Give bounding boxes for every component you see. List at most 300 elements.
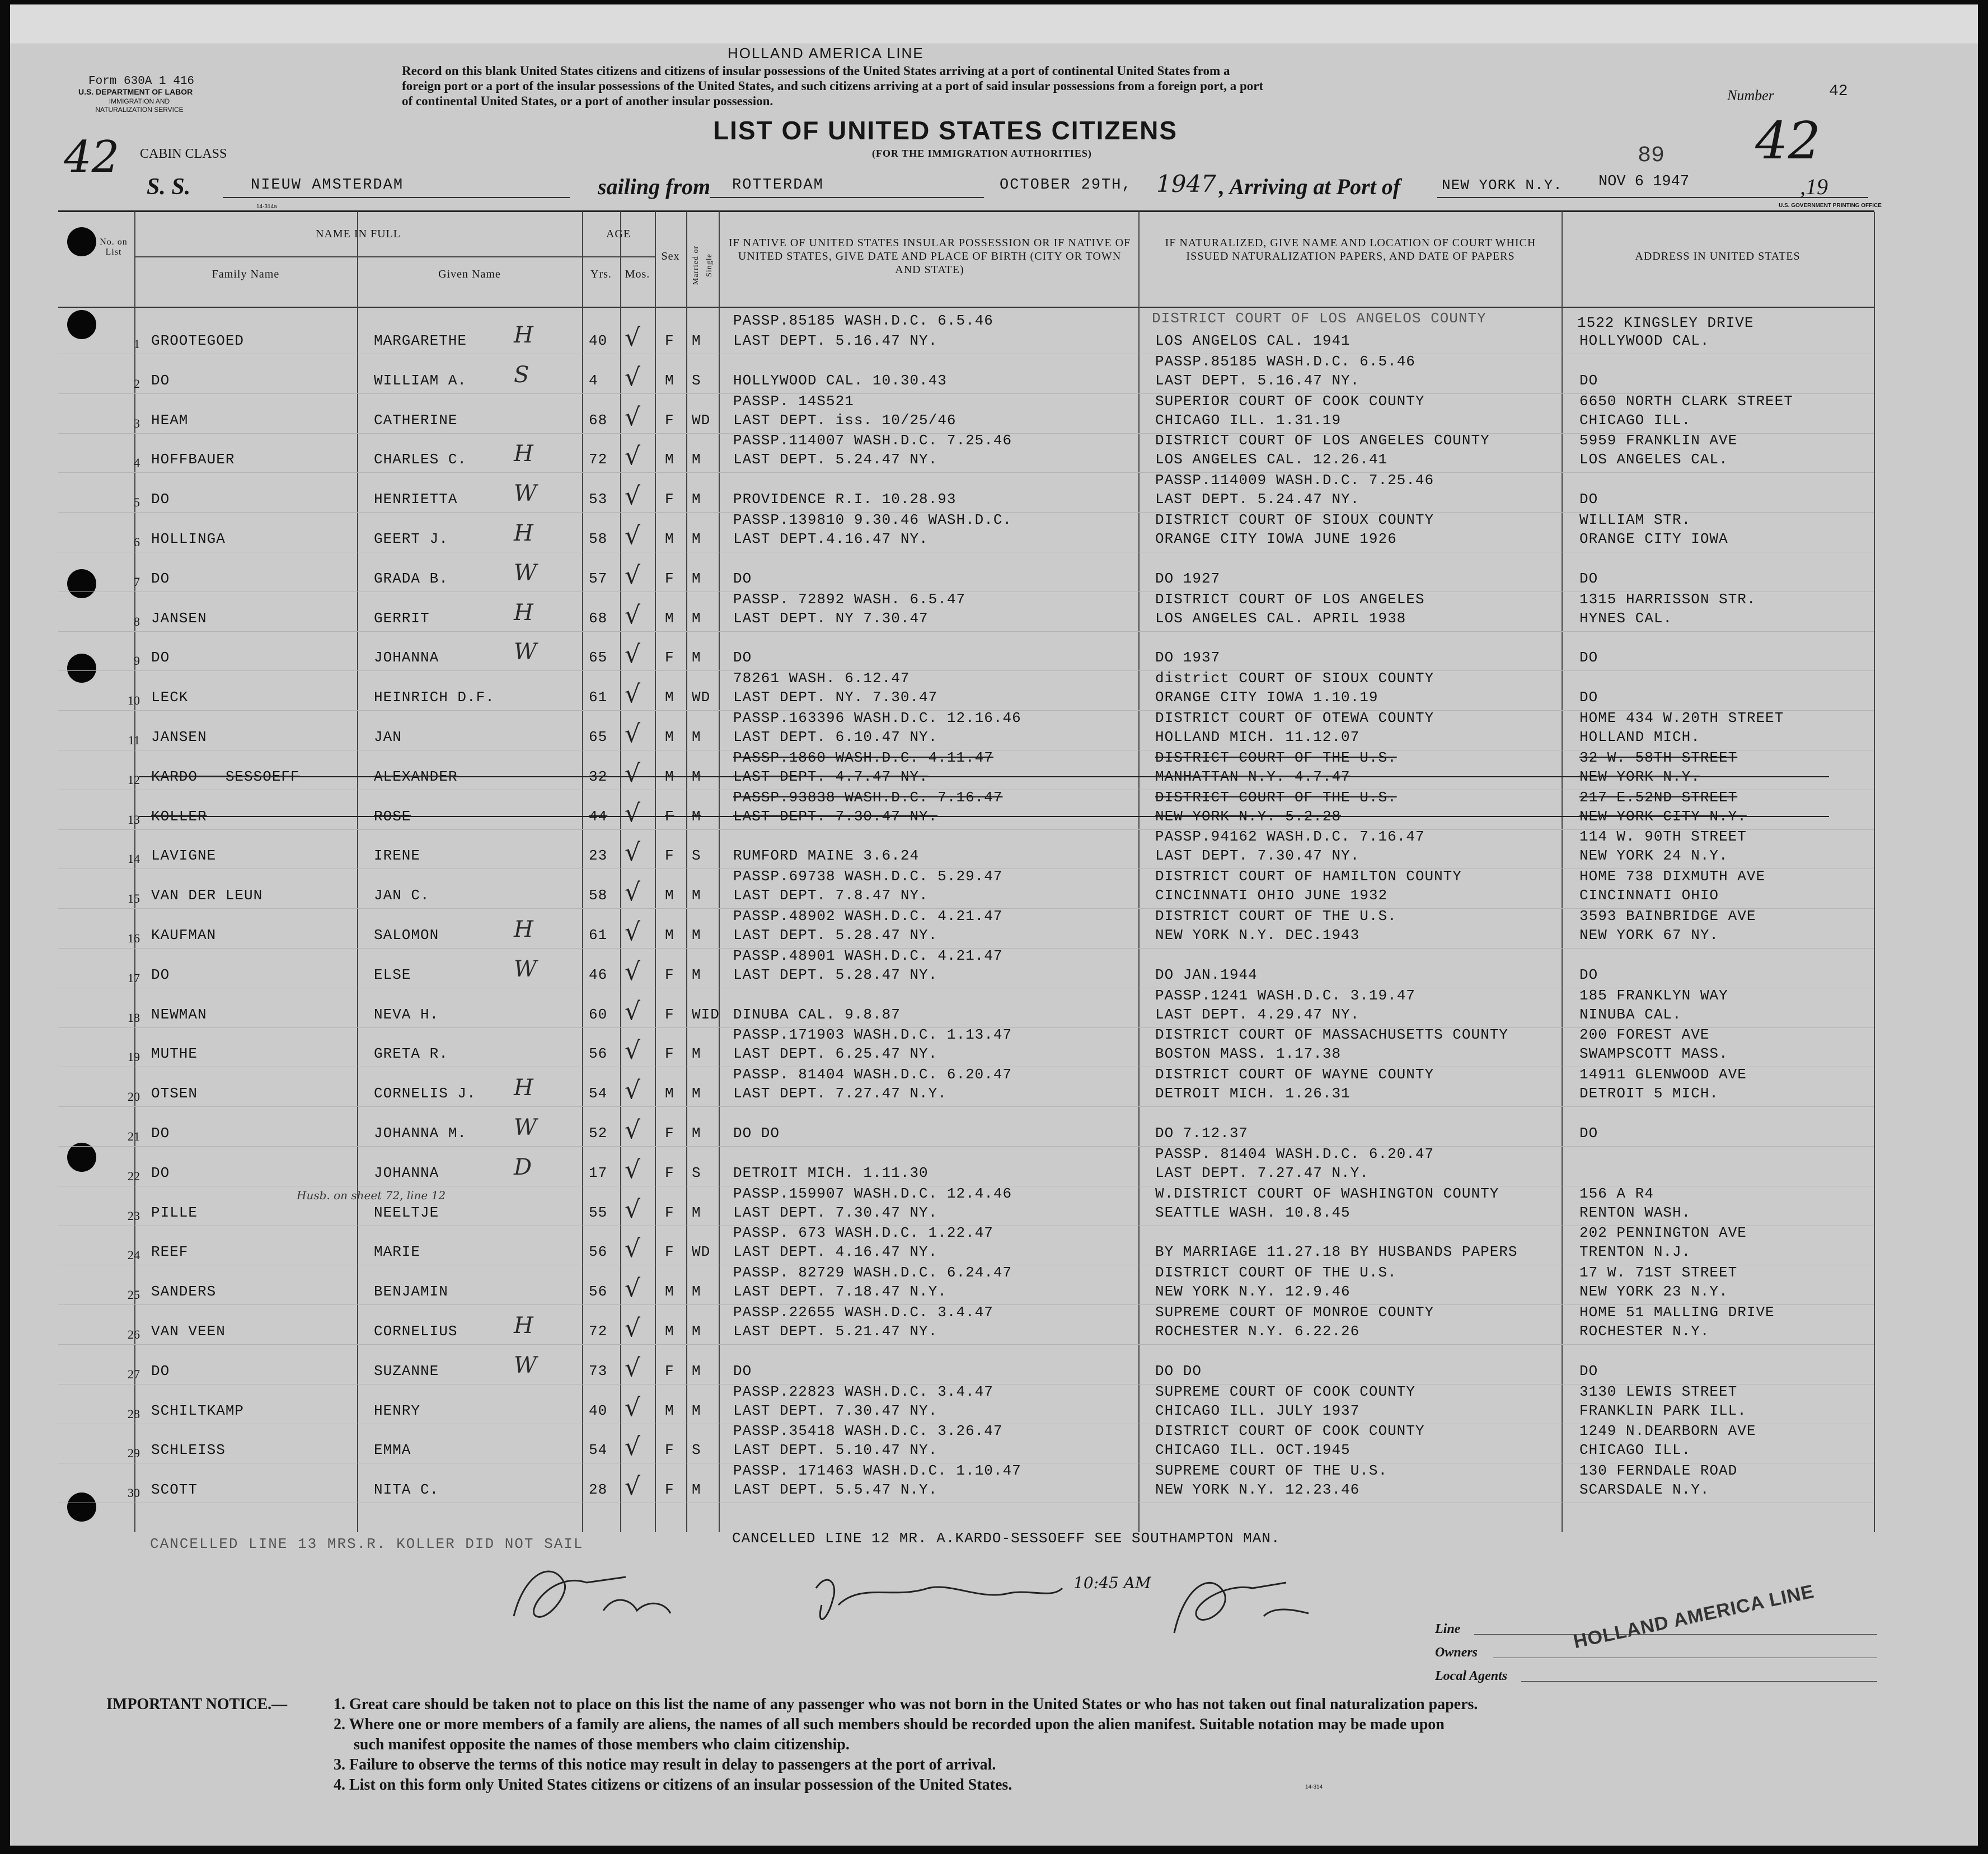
marital-status: M <box>692 1363 701 1379</box>
family-name: DO <box>151 1165 170 1181</box>
address-top: 130 FERNDALE ROAD <box>1579 1462 1738 1479</box>
age-years: 40 <box>589 1402 608 1419</box>
address: NINUBA CAL. <box>1579 1006 1682 1023</box>
check-mark-icon: √ <box>625 720 641 748</box>
age-years: 28 <box>589 1481 608 1498</box>
handwritten-number-right: 42 <box>1755 111 1821 171</box>
address: DO <box>1579 1125 1598 1142</box>
address-top: WILLIAM STR. <box>1579 511 1691 528</box>
family-name: PILLE <box>151 1204 198 1221</box>
address: HYNES CAL. <box>1579 610 1673 627</box>
native-top: PASSP.1860 WASH.D.C. 4.11.47 <box>733 749 993 766</box>
given-name: HENRIETTA <box>374 491 458 508</box>
given-name: HENRY <box>374 1402 421 1419</box>
manifest-sheet <box>10 4 1978 1846</box>
sex: F <box>665 412 674 429</box>
row-number: 14 <box>128 852 140 866</box>
native-top: PASSP.93838 WASH.D.C. 7.16.47 <box>733 789 1003 806</box>
marital-status: M <box>692 966 701 983</box>
row-number: 2 <box>134 377 140 391</box>
naturalized-info: DO DO <box>1155 1363 1202 1379</box>
col-yrs: Yrs. <box>590 268 612 280</box>
age-years: 40 <box>589 332 608 349</box>
family-name: LAVIGNE <box>151 847 217 864</box>
row-number: 11 <box>128 733 140 747</box>
handwritten-mark: W <box>514 481 537 506</box>
given-name: SALOMON <box>374 927 439 944</box>
cancel-note-left: CANCELLED LINE 13 MRS.R. KOLLER DID NOT SAIL <box>150 1536 584 1552</box>
marital-status: M <box>692 1125 701 1142</box>
naturalized-top: DISTRICT COURT OF THE U.S. <box>1155 789 1397 806</box>
check-mark-icon: √ <box>625 918 641 946</box>
native-info: HOLLYWOOD CAL. 10.30.43 <box>733 372 947 389</box>
family-name: MUTHE <box>151 1045 198 1062</box>
family-name: HEAM <box>151 412 189 429</box>
col-age: AGE <box>606 228 631 240</box>
check-mark-icon: √ <box>625 1235 641 1263</box>
age-years: 54 <box>589 1085 608 1102</box>
col-married-single: Married or Single <box>692 245 714 285</box>
handwritten-mark: S <box>514 362 529 388</box>
address: CINCINNATI OHIO <box>1579 887 1719 904</box>
sex: M <box>665 1085 674 1102</box>
naturalized-top: PASSP. 81404 WASH.D.C. 6.20.47 <box>1155 1146 1434 1162</box>
address-top: 32 W. 58TH STREET <box>1579 749 1738 766</box>
age-years: 44 <box>589 808 608 825</box>
marital-status: M <box>692 451 701 468</box>
sex: M <box>665 1402 674 1419</box>
sex: M <box>665 531 674 547</box>
sex: M <box>665 927 674 944</box>
handwritten-mark: H <box>514 322 533 348</box>
given-name: EMMA <box>374 1442 411 1458</box>
given-name: JOHANNA <box>374 1165 439 1181</box>
sex: F <box>665 649 674 666</box>
address: DO <box>1579 1363 1598 1379</box>
native-info: LAST DEPT. 6.10.47 NY. <box>733 729 938 745</box>
age-years: 72 <box>589 1323 608 1340</box>
address: CHICAGO ILL. <box>1579 412 1691 429</box>
address: SWAMPSCOTT MASS. <box>1579 1045 1728 1062</box>
given-name: NEELTJE <box>374 1204 439 1221</box>
address-top: HOME 51 MALLING DRIVE <box>1579 1304 1775 1321</box>
native-info: LAST DEPT. 5.16.47 NY. <box>733 332 938 349</box>
address-top: 17 W. 71ST STREET <box>1579 1264 1738 1281</box>
address-top: 156 A R4 <box>1579 1185 1654 1202</box>
row-number: 24 <box>128 1248 140 1262</box>
naturalized-top: DISTRICT COURT OF SIOUX COUNTY <box>1155 511 1434 528</box>
given-name: NITA C. <box>374 1481 439 1498</box>
naturalized-info: CHICAGO ILL. OCT.1945 <box>1155 1442 1351 1458</box>
arrival-port: NEW YORK N.Y. <box>1442 177 1563 194</box>
handwritten-mark: W <box>514 1353 537 1378</box>
given-name: ELSE <box>374 966 411 983</box>
marital-status: S <box>692 372 701 389</box>
handwritten-mark: H <box>514 1075 533 1101</box>
page-title: LIST OF UNITED STATES CITIZENS <box>713 116 1178 145</box>
native-info: LAST DEPT. NY. 7.30.47 <box>733 689 938 706</box>
address: NEW YORK CITY N.Y. <box>1579 808 1747 825</box>
row-number: 3 <box>134 416 140 430</box>
row-number: 30 <box>128 1486 140 1500</box>
check-mark-icon: √ <box>625 640 641 669</box>
stamp-89: 89 <box>1638 143 1665 168</box>
sex: F <box>665 1363 674 1379</box>
row-number: 22 <box>128 1169 140 1183</box>
row-number: 10 <box>128 693 140 707</box>
address: TRENTON N.J. <box>1579 1243 1691 1260</box>
native-info: LAST DEPT. 7.30.47 NY. <box>733 808 938 825</box>
naturalized-info: NEW YORK N.Y. 12.23.46 <box>1155 1481 1360 1498</box>
native-info: LAST DEPT. 5.5.47 N.Y. <box>733 1481 938 1498</box>
native-info: LAST DEPT. 5.10.47 NY. <box>733 1442 938 1458</box>
naturalized-info: SEATTLE WASH. 10.8.45 <box>1155 1204 1351 1221</box>
punch-hole <box>67 227 96 256</box>
sex: F <box>665 1204 674 1221</box>
row-number: 23 <box>128 1209 140 1223</box>
family-name: SCHILTKAMP <box>151 1402 245 1419</box>
strike-line <box>139 816 1829 817</box>
row-number: 4 <box>134 456 140 470</box>
native-top: PASSP.48902 WASH.D.C. 4.21.47 <box>733 908 1003 924</box>
handwritten-number-left: 42 <box>64 132 120 182</box>
punch-hole <box>67 1143 96 1172</box>
marital-status: M <box>692 1402 701 1419</box>
sex: F <box>665 491 674 508</box>
sex: M <box>665 729 674 745</box>
address: DO <box>1579 491 1598 508</box>
native-info: LAST DEPT. 4.16.47 NY. <box>733 1243 938 1260</box>
address-top: 5959 FRANKLIN AVE <box>1579 432 1738 449</box>
naturalized-top: DISTRICT COURT OF LOS ANGELES <box>1155 591 1425 608</box>
sailing-port: ROTTERDAM <box>732 177 824 194</box>
native-info: DINUBA CAL. 9.8.87 <box>733 1006 901 1023</box>
native-info: DO <box>733 570 752 587</box>
naturalized-info: NEW YORK N.Y. DEC.1943 <box>1155 927 1360 944</box>
marital-status: M <box>692 1204 701 1221</box>
row-number: 6 <box>134 535 140 549</box>
native-info: DO <box>733 649 752 666</box>
notice-2-cont: such manifest opposite the names of those members who claim citizenship. <box>354 1736 850 1753</box>
address: LOS ANGELES CAL. <box>1579 451 1728 468</box>
strike-line <box>139 776 1829 777</box>
naturalized-info: BY MARRIAGE 11.27.18 BY HUSBANDS PAPERS <box>1155 1243 1518 1260</box>
address: DO <box>1579 372 1598 389</box>
notice-1: 1. Great care should be taken not to place on this list the name of any passenger who was not born in the United States or who has not taken out final naturalization papers. <box>334 1696 1478 1713</box>
given-name: JAN C. <box>374 887 430 904</box>
row-number: 13 <box>128 813 140 827</box>
address: CHICAGO ILL. <box>1579 1442 1691 1458</box>
col-family-name: Family Name <box>212 268 280 280</box>
sailing-from-label: sailing from <box>598 174 711 199</box>
native-info: LAST DEPT. 7.8.47 NY. <box>733 887 929 904</box>
native-top: PASSP.35418 WASH.D.C. 3.26.47 <box>733 1423 1003 1439</box>
row-number: 29 <box>128 1446 140 1460</box>
age-years: 68 <box>589 412 608 429</box>
handwritten-mark: H <box>514 600 533 626</box>
family-name: REEF <box>151 1243 189 1260</box>
naturalized-info: LAST DEPT. 7.27.47 N.Y. <box>1155 1165 1369 1181</box>
naturalized-info: BOSTON MASS. 1.17.38 <box>1155 1045 1342 1062</box>
row-number: 9 <box>134 654 140 668</box>
address-top: HOME 434 W.20TH STREET <box>1579 710 1784 726</box>
marital-status: M <box>692 649 701 666</box>
handwritten-mark: H <box>514 520 533 546</box>
native-top: PASSP.163396 WASH.D.C. 12.16.46 <box>733 710 1021 726</box>
address-top: 1249 N.DEARBORN AVE <box>1579 1423 1756 1439</box>
marital-status: M <box>692 1323 701 1340</box>
given-name: JOHANNA <box>374 649 439 666</box>
address: HOLLYWOOD CAL. <box>1579 332 1710 349</box>
address-top: 217 E.52ND STREET <box>1579 789 1738 806</box>
notice-2: 2. Where one or more members of a family are aliens, the names of all such members should be recorded upon the alien manifest. Suitable notation may be made upon <box>334 1716 1445 1733</box>
row-number: 18 <box>128 1011 140 1025</box>
naturalized-top: DISTRICT COURT OF THE U.S. <box>1155 749 1397 766</box>
marital-status: M <box>692 927 701 944</box>
address: DETROIT 5 MICH. <box>1579 1085 1719 1102</box>
naturalized-info: CINCINNATI OHIO JUNE 1932 <box>1155 887 1388 904</box>
row-number: 27 <box>128 1367 140 1381</box>
naturalized-info: HOLLAND MICH. 11.12.07 <box>1155 729 1360 745</box>
address-top: 114 W. 90TH STREET <box>1579 828 1747 845</box>
sex: F <box>665 570 674 587</box>
native-info: LAST DEPT. 5.21.47 NY. <box>733 1323 938 1340</box>
sex: F <box>665 1125 674 1142</box>
top-naturalized: DISTRICT COURT OF LOS ANGELOS COUNTY <box>1152 310 1487 327</box>
family-name: SCOTT <box>151 1481 198 1498</box>
check-mark-icon: √ <box>625 522 641 550</box>
naturalized-top: PASSP.94162 WASH.D.C. 7.16.47 <box>1155 828 1425 845</box>
naturalized-top: SUPERIOR COURT OF COOK COUNTY <box>1155 393 1425 410</box>
signatures <box>503 1549 1353 1650</box>
naturalized-info: ORANGE CITY IOWA 1.10.19 <box>1155 689 1379 706</box>
sex: M <box>665 768 674 785</box>
naturalized-info: LAST DEPT. 5.16.47 NY. <box>1155 372 1360 389</box>
local-agents-label: Local Agents <box>1435 1669 1508 1683</box>
col-naturalized: IF NATURALIZED, GIVE NAME AND LOCATION OF COURT WHICH ISSUED NATURALIZATION PAPERS, AND DATE OF PAPERS <box>1165 237 1536 262</box>
check-mark-icon: √ <box>625 1314 641 1343</box>
check-mark-icon: √ <box>625 601 641 630</box>
col-name-in-full: NAME IN FULL <box>316 228 401 240</box>
punch-hole <box>67 654 96 683</box>
naturalized-top: SUPREME COURT OF MONROE COUNTY <box>1155 1304 1434 1321</box>
check-mark-icon: √ <box>625 1076 641 1105</box>
record-text-1: Record on this blank United States citizens and citizens of insular possessions of the United States arriving at a port of continental United States from a <box>402 64 1230 78</box>
naturalized-info: MANHATTAN N.Y. 4.7.47 <box>1155 768 1351 785</box>
row-rule <box>58 1146 1874 1147</box>
address-top: 1315 HARRISSON STR. <box>1579 591 1756 608</box>
age-years: 68 <box>589 610 608 627</box>
native-info: DETROIT MICH. 1.11.30 <box>733 1165 929 1181</box>
marital-status: M <box>692 531 701 547</box>
age-years: 4 <box>589 372 598 389</box>
punch-hole <box>67 1492 96 1522</box>
address: NEW YORK 67 NY. <box>1579 927 1719 944</box>
naturalized-top: SUPREME COURT OF THE U.S. <box>1155 1462 1388 1479</box>
native-info: LAST DEPT. iss. 10/25/46 <box>733 412 957 429</box>
native-top: PASSP. 14S521 <box>733 393 854 410</box>
husband-note: Husb. on sheet 72, line 12 <box>297 1189 446 1202</box>
number-label: Number <box>1727 87 1774 104</box>
native-info: LAST DEPT. 5.28.47 NY. <box>733 927 938 944</box>
given-name: MARGARETHE <box>374 332 467 349</box>
family-name: SANDERS <box>151 1283 217 1300</box>
check-mark-icon: √ <box>625 838 641 867</box>
sex: F <box>665 1442 674 1458</box>
native-info: LAST DEPT. 4.7.47 NY. <box>733 768 929 785</box>
family-name: DO <box>151 1125 170 1142</box>
native-top: PASSP.159907 WASH.D.C. 12.4.46 <box>733 1185 1012 1202</box>
family-name: JANSEN <box>151 610 207 627</box>
family-name: KOLLER <box>151 808 207 825</box>
naturalized-top: SUPREME COURT OF COOK COUNTY <box>1155 1383 1415 1400</box>
native-top: PASSP.69738 WASH.D.C. 5.29.47 <box>733 868 1003 885</box>
row-number: 25 <box>128 1288 140 1302</box>
arrival-date: NOV 6 1947 <box>1598 173 1690 190</box>
check-mark-icon: √ <box>625 442 641 471</box>
address-top: 202 PENNINGTON AVE <box>1579 1224 1747 1241</box>
address-top: 200 FOREST AVE <box>1579 1026 1710 1043</box>
address: ORANGE CITY IOWA <box>1579 531 1728 547</box>
ship-name: NIEUW AMSTERDAM <box>251 177 404 194</box>
naturalized-top: DISTRICT COURT OF MASSACHUSETTS COUNTY <box>1155 1026 1508 1043</box>
native-top: PASSP.139810 9.30.46 WASH.D.C. <box>733 511 1012 528</box>
native-info: LAST DEPT. 7.27.47 N.Y. <box>733 1085 947 1102</box>
marital-status: S <box>692 1442 701 1458</box>
row-rule <box>58 472 1874 473</box>
check-mark-icon: √ <box>625 957 641 986</box>
sex: M <box>665 610 674 627</box>
age-years: 73 <box>589 1363 608 1379</box>
native-info: LAST DEPT. 7.18.47 N.Y. <box>733 1283 947 1300</box>
given-name: CORNELIS J. <box>374 1085 476 1102</box>
top-native: PASSP.85185 WASH.D.C. 6.5.46 <box>733 312 993 329</box>
native-info: LAST DEPT. 7.30.47 NY. <box>733 1402 938 1419</box>
native-top: PASSP.22823 WASH.D.C. 3.4.47 <box>733 1383 993 1400</box>
handwritten-mark: W <box>514 956 537 982</box>
naturalized-top: district COURT OF SIOUX COUNTY <box>1155 670 1434 687</box>
native-top: PASSP. 81404 WASH.D.C. 6.20.47 <box>733 1066 1012 1083</box>
native-top: PASSP. 171463 WASH.D.C. 1.10.47 <box>733 1462 1021 1479</box>
naturalized-info: LOS ANGELES CAL. 12.26.41 <box>1155 451 1388 468</box>
check-mark-icon: √ <box>625 1116 641 1144</box>
check-mark-icon: √ <box>625 1274 641 1303</box>
sex: M <box>665 887 674 904</box>
family-name: KARDO - SESSOEFF <box>151 768 300 785</box>
row-number: 5 <box>134 495 140 509</box>
age-years: 65 <box>589 649 608 666</box>
naturalized-info: LAST DEPT. 7.30.47 NY. <box>1155 847 1360 864</box>
age-years: 60 <box>589 1006 608 1023</box>
check-mark-icon: √ <box>625 482 641 510</box>
punch-hole <box>67 569 96 598</box>
family-name: DO <box>151 1363 170 1379</box>
naturalized-info: LOS ANGELES CAL. APRIL 1938 <box>1155 610 1406 627</box>
native-info: LAST DEPT. 5.28.47 NY. <box>733 966 938 983</box>
naturalized-top: DISTRICT COURT OF OTEWA COUNTY <box>1155 710 1434 726</box>
age-years: 46 <box>589 966 608 983</box>
notice-title: IMPORTANT NOTICE.— <box>106 1696 288 1713</box>
age-years: 56 <box>589 1283 608 1300</box>
row-number: 19 <box>128 1050 140 1064</box>
native-info: LAST DEPT. 5.24.47 NY. <box>733 451 938 468</box>
marital-status: WD <box>692 412 711 429</box>
marital-status: WD <box>692 689 711 706</box>
marital-status: WD <box>692 1243 711 1260</box>
marital-status: M <box>692 768 701 785</box>
address-top: 3593 BAINBRIDGE AVE <box>1579 908 1756 924</box>
age-years: 61 <box>589 927 608 944</box>
age-years: 54 <box>589 1442 608 1458</box>
marital-status: M <box>692 332 701 349</box>
check-mark-icon: √ <box>625 1354 641 1382</box>
top-address: 1522 KINGSLEY DRIVE <box>1577 315 1754 331</box>
check-mark-icon: √ <box>625 403 641 431</box>
check-mark-icon: √ <box>625 1433 641 1461</box>
sailing-date: OCTOBER 29TH, <box>1000 177 1132 194</box>
record-text-3: of continental United States, or a port of another insular possession. <box>402 94 773 108</box>
age-years: 56 <box>589 1243 608 1260</box>
native-info: LAST DEPT. 7.30.47 NY. <box>733 1204 938 1221</box>
sex: F <box>665 1243 674 1260</box>
native-info: DO DO <box>733 1125 780 1142</box>
address: NEW YORK 24 N.Y. <box>1579 847 1728 864</box>
address-top: 3130 LEWIS STREET <box>1579 1383 1738 1400</box>
sex: F <box>665 1481 674 1498</box>
cabin-class: CABIN CLASS <box>140 147 227 161</box>
row-number: 26 <box>128 1327 140 1341</box>
sex: M <box>665 1323 674 1340</box>
address: RENTON WASH. <box>1579 1204 1691 1221</box>
row-number: 28 <box>128 1407 140 1421</box>
naturalized-top: PASSP.1241 WASH.D.C. 3.19.47 <box>1155 987 1415 1004</box>
family-name: JANSEN <box>151 729 207 745</box>
given-name: JOHANNA M. <box>374 1125 467 1142</box>
row-rule <box>58 1344 1874 1345</box>
age-years: 56 <box>589 1045 608 1062</box>
col-given-name: Given Name <box>438 268 501 280</box>
check-mark-icon: √ <box>625 1393 641 1422</box>
col-sex: Sex <box>661 250 680 262</box>
age-years: 57 <box>589 570 608 587</box>
given-name: GRETA R. <box>374 1045 448 1062</box>
age-years: 53 <box>589 491 608 508</box>
address-top: 185 FRANKLYN WAY <box>1579 987 1728 1004</box>
sex: F <box>665 966 674 983</box>
age-years: 58 <box>589 887 608 904</box>
given-name: IRENE <box>374 847 421 864</box>
naturalized-info: LOS ANGELOS CAL. 1941 <box>1155 332 1351 349</box>
marital-status: M <box>692 1481 701 1498</box>
naturalized-info: NEW YORK N.Y. 12.9.46 <box>1155 1283 1351 1300</box>
family-name: GROOTEGOED <box>151 332 245 349</box>
small-code: 14-314a <box>256 204 277 210</box>
row-number: 16 <box>128 931 140 945</box>
signature-time: 10:45 AM <box>1073 1574 1151 1592</box>
given-name: JAN <box>374 729 402 745</box>
naturalized-info: ORANGE CITY IOWA JUNE 1926 <box>1155 531 1397 547</box>
given-name: MARIE <box>374 1243 421 1260</box>
sex: F <box>665 332 674 349</box>
age-years: 17 <box>589 1165 608 1181</box>
naturalized-top: PASSP.114009 WASH.D.C. 7.25.46 <box>1155 472 1434 489</box>
native-top: 78261 WASH. 6.12.47 <box>733 670 910 687</box>
address: NEW YORK N.Y. <box>1579 768 1700 785</box>
naturalized-top: DISTRICT COURT OF LOS ANGELES COUNTY <box>1155 432 1490 449</box>
address: ROCHESTER N.Y. <box>1579 1323 1710 1340</box>
check-mark-icon: √ <box>625 759 641 788</box>
address: SCARSDALE N.Y. <box>1579 1481 1710 1498</box>
